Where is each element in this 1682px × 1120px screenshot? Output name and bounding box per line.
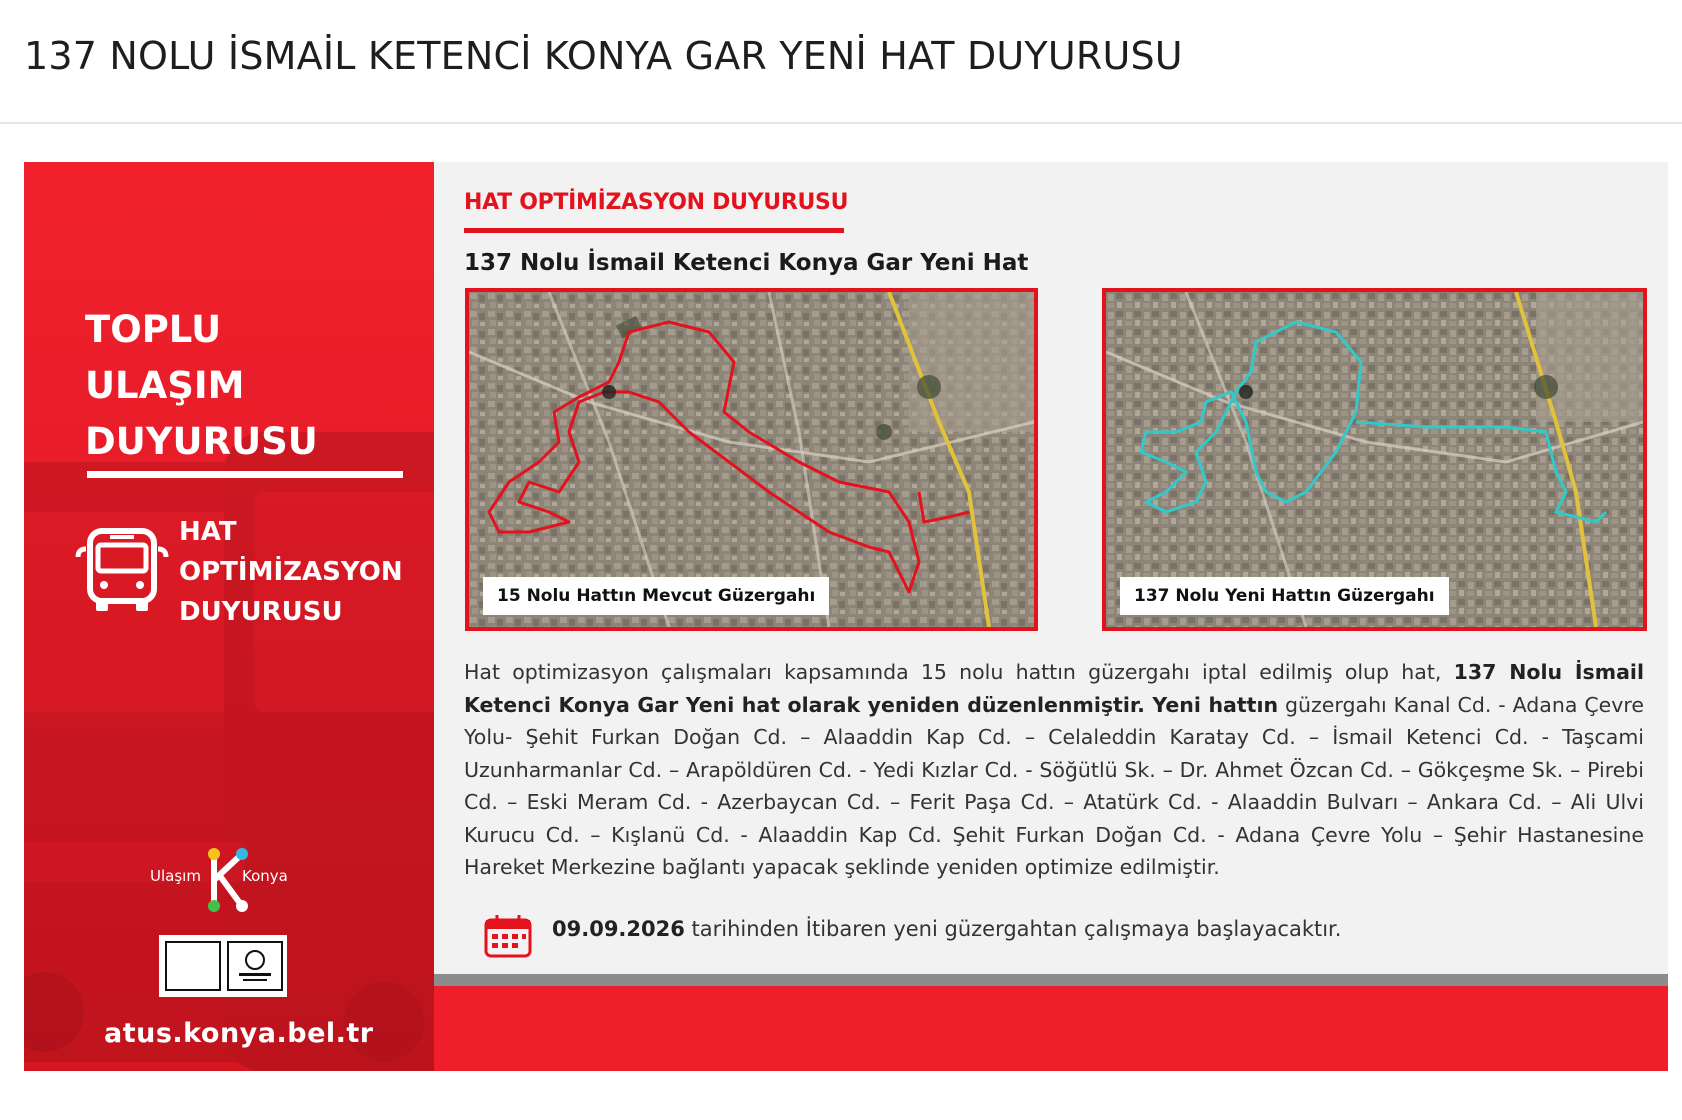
footer-gray-strip (434, 974, 1668, 986)
benim-sehrim-badge (159, 935, 287, 997)
right-panel (434, 162, 1668, 1071)
notice-text: tarihinden İtibaren yeni güzergahtan çalışmaya başlayacaktır. (684, 917, 1342, 941)
description-text: güzergahı Kanal Cd. - Adana Çevre Yolu- Şehit Furkan Doğan Cd. – Alaaddin Kap Cd. – Celaleddin Karatay Cd. – İsmail Ketenci Cd. - Taşcami Uzunharmanlar Cd. – Arapöldüren Cd. - Yedi Kızlar Cd. - Söğütlü Sk. – Dr. Ahmet Özcan Cd. – Gökçeşme Sk. – Pirebi Cd. – Eski Meram Cd. - Azerbaycan Cd. – Ferit Paşa Cd. – Atatürk Cd. - Alaaddin Bulvarı – Ankara Cd. – Ali Ulvi Kurucu Cd. – Kışlanü Cd. - Alaaddin Kap Cd. Şehit Furkan Doğan Cd. - Adana Çevre Yolu – Şehir Hastanesine Hareket Merkezine bağlantı yapacak şeklinde yeniden optimize edilmiştir. (464, 692, 1644, 879)
announcement-banner (24, 162, 1668, 1071)
line-subheading: 137 Nolu İsmail Ketenci Konya Gar Yeni Hat (464, 250, 1029, 276)
municipality-seal (227, 941, 283, 991)
brand-text-konya: Konya (242, 867, 288, 885)
heading-underline (464, 228, 844, 233)
page-header (0, 0, 1682, 124)
brand-text-ulasim: Ulaşım (150, 867, 201, 885)
left-subtitle-line: HAT (179, 517, 237, 547)
start-date-notice (552, 917, 1341, 941)
start-date: 09.09.2026 (552, 917, 685, 941)
new-route-caption: 137 Nolu Yeni Hattın Güzergahı (1120, 577, 1449, 615)
left-title-line: ULAŞIM (85, 364, 245, 407)
left-title-line: TOPLU (85, 308, 222, 351)
left-title-line: DUYURUSU (85, 420, 318, 463)
current-route-caption: 15 Nolu Hattın Mevcut Güzergahı (483, 577, 829, 615)
current-route-map (465, 288, 1038, 631)
bus-icon (72, 517, 172, 617)
left-panel (24, 162, 434, 1071)
footer-red-strip (434, 986, 1668, 1071)
municipality-seal-icon (229, 943, 281, 989)
left-subtitle-line: DUYURUSU (179, 597, 343, 627)
benim-sehrim-logo (165, 941, 221, 991)
page-title: 137 NOLU İSMAİL KETENCİ KONYA GAR YENİ HAT DUYURUSU (24, 34, 1183, 78)
announcement-heading: HAT OPTİMİZASYON DUYURUSU (464, 190, 849, 215)
description-text: Hat optimizasyon çalışmaları kapsamında 15 nolu hattın güzergahı iptal edilmiş olup hat, (464, 660, 1454, 684)
new-route-map (1102, 288, 1647, 631)
left-subtitle (179, 512, 403, 632)
route-description (464, 656, 1644, 884)
website-url: atus.konya.bel.tr (104, 1018, 374, 1049)
description-bold-text: 137 Nolu İsmail Ketenci Konya Gar Yeni hat olarak yeniden düzenlenmiştir. Yeni hattın (464, 660, 1644, 717)
left-title (85, 302, 318, 470)
calendar-icon (482, 912, 534, 960)
left-subtitle-line: OPTİMİZASYON (179, 557, 403, 587)
left-title-underline (87, 471, 403, 478)
